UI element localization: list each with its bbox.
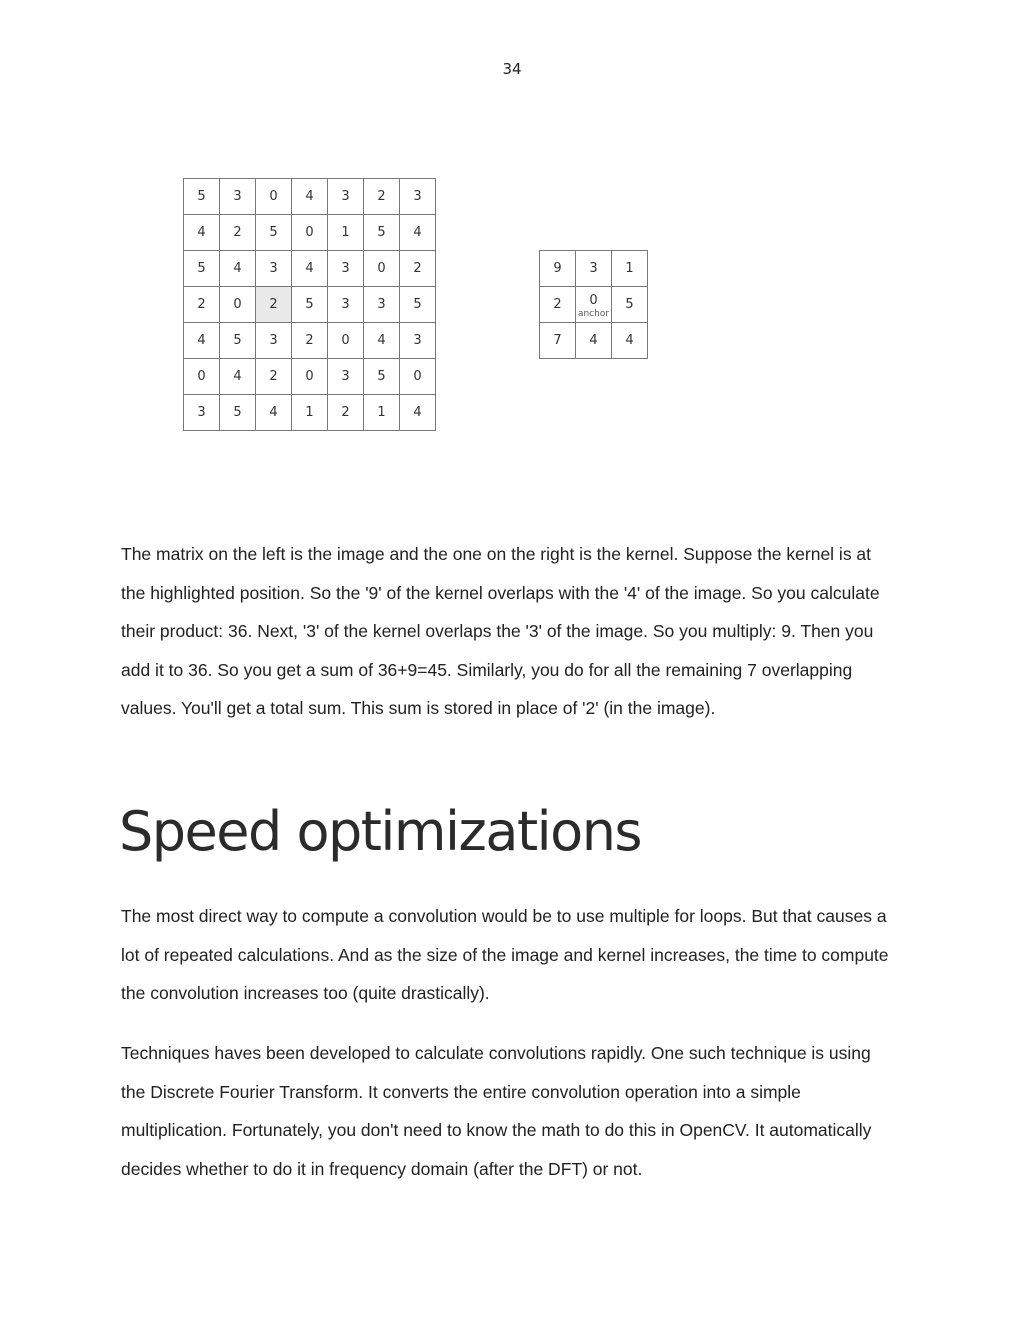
paragraph-dft-techniques: Techniques haves been developed to calculate convolutions rapidly. One such technique is using the Discrete Fourier Transform. It converts the entire convolution operation into a simple multiplication. Fortunately, you don't need to know the math to do this in OpenCV. It automatically decides whether to do it in frequency domain (after the DFT) or not. xyxy=(121,1043,872,1179)
matrix-cell: 2 xyxy=(400,251,436,287)
matrix-cell: 3 xyxy=(328,287,364,323)
matrix-cell: 2 xyxy=(364,179,400,215)
matrix-cell: 5 xyxy=(400,287,436,323)
paragraph-kernel-explanation: The matrix on the left is the image and the one on the right is the kernel. Suppose the kernel is at the highlighted position. So the '9' of the kernel overlaps with the '4' of the image. So you calculate their product: 36. Next, '3' of the kernel overlaps the '3' of the image. So you multiply: 9. Then you add it to 36. So you get a sum of 36+9=45. Similarly, you do for all the remaining 7 overlapping values. You'll get a total sum. This sum is stored in place of '2' (in the image). xyxy=(121,544,880,719)
matrix-cell: 1 xyxy=(292,395,328,431)
matrix-cell: 0 xyxy=(220,287,256,323)
matrix-cell: 4 xyxy=(292,179,328,215)
matrix-cell: 3 xyxy=(220,179,256,215)
matrix-cell: 2 xyxy=(328,395,364,431)
kernel-cell: 7 xyxy=(540,323,576,359)
matrix-cell: 4 xyxy=(364,323,400,359)
matrix-cell: 3 xyxy=(184,395,220,431)
matrix-cell: 3 xyxy=(400,323,436,359)
kernel-matrix xyxy=(539,250,648,359)
matrix-cell: 2 xyxy=(220,215,256,251)
matrix-cell: 4 xyxy=(220,251,256,287)
matrix-cell: 0 xyxy=(184,359,220,395)
page-number: 34 xyxy=(502,60,522,78)
kernel-row xyxy=(540,287,648,323)
section-heading: Speed optimizations xyxy=(119,800,642,863)
matrix-cell: 4 xyxy=(184,323,220,359)
kernel-cell: 3 xyxy=(576,251,612,287)
matrix-cell: 0 xyxy=(328,323,364,359)
matrix-cell: 2 xyxy=(292,323,328,359)
matrix-cell: 1 xyxy=(364,395,400,431)
matrix-cell: 1 xyxy=(328,215,364,251)
matrix-cell: 3 xyxy=(328,251,364,287)
kernel-cell: 5 xyxy=(612,287,648,323)
matrix-cell: 5 xyxy=(220,395,256,431)
paragraph-direct-computation: The most direct way to compute a convolution would be to use multiple for loops. But that causes a lot of repeated calculations. And as the size of the image and kernel increases, the time to compute the convolution increases too (quite drastically). xyxy=(121,906,889,1004)
matrix-cell: 4 xyxy=(400,215,436,251)
matrix-cell: 2 xyxy=(184,287,220,323)
matrix-row xyxy=(184,215,436,251)
kernel-anchor-cell xyxy=(576,287,612,323)
kernel-row xyxy=(540,251,648,287)
kernel-cell: 1 xyxy=(612,251,648,287)
matrix-cell: 4 xyxy=(400,395,436,431)
anchor-label: anchor xyxy=(577,309,610,319)
matrix-cell: 5 xyxy=(184,251,220,287)
matrix-cell: 3 xyxy=(400,179,436,215)
matrix-cell: 5 xyxy=(184,179,220,215)
matrix-row xyxy=(184,287,436,323)
matrix-cell: 3 xyxy=(256,251,292,287)
matrix-row xyxy=(184,323,436,359)
matrix-cell: 2 xyxy=(256,359,292,395)
matrix-cell: 5 xyxy=(364,215,400,251)
kernel-row xyxy=(540,323,648,359)
matrix-cell: 0 xyxy=(292,215,328,251)
highlighted-matrix-cell: 2 xyxy=(256,287,292,323)
matrix-row xyxy=(184,251,436,287)
matrix-cell: 5 xyxy=(292,287,328,323)
matrix-cell: 5 xyxy=(256,215,292,251)
matrix-cell: 4 xyxy=(220,359,256,395)
matrix-cell: 4 xyxy=(184,215,220,251)
matrix-row xyxy=(184,395,436,431)
kernel-cell: 9 xyxy=(540,251,576,287)
matrix-row xyxy=(184,359,436,395)
matrix-cell: 5 xyxy=(364,359,400,395)
matrix-cell: 3 xyxy=(256,323,292,359)
matrix-cell: 0 xyxy=(364,251,400,287)
matrix-cell: 3 xyxy=(364,287,400,323)
kernel-cell: 4 xyxy=(612,323,648,359)
matrix-cell: 3 xyxy=(328,179,364,215)
kernel-anchor-value: 0 xyxy=(589,293,598,308)
kernel-cell: 2 xyxy=(540,287,576,323)
matrix-cell: 4 xyxy=(292,251,328,287)
matrix-cell: 4 xyxy=(256,395,292,431)
image-matrix xyxy=(183,178,436,431)
matrix-cell: 3 xyxy=(328,359,364,395)
matrix-row xyxy=(184,179,436,215)
matrix-cell: 0 xyxy=(400,359,436,395)
matrix-cell: 0 xyxy=(292,359,328,395)
matrix-cell: 0 xyxy=(256,179,292,215)
kernel-cell: 4 xyxy=(576,323,612,359)
matrix-cell: 5 xyxy=(220,323,256,359)
